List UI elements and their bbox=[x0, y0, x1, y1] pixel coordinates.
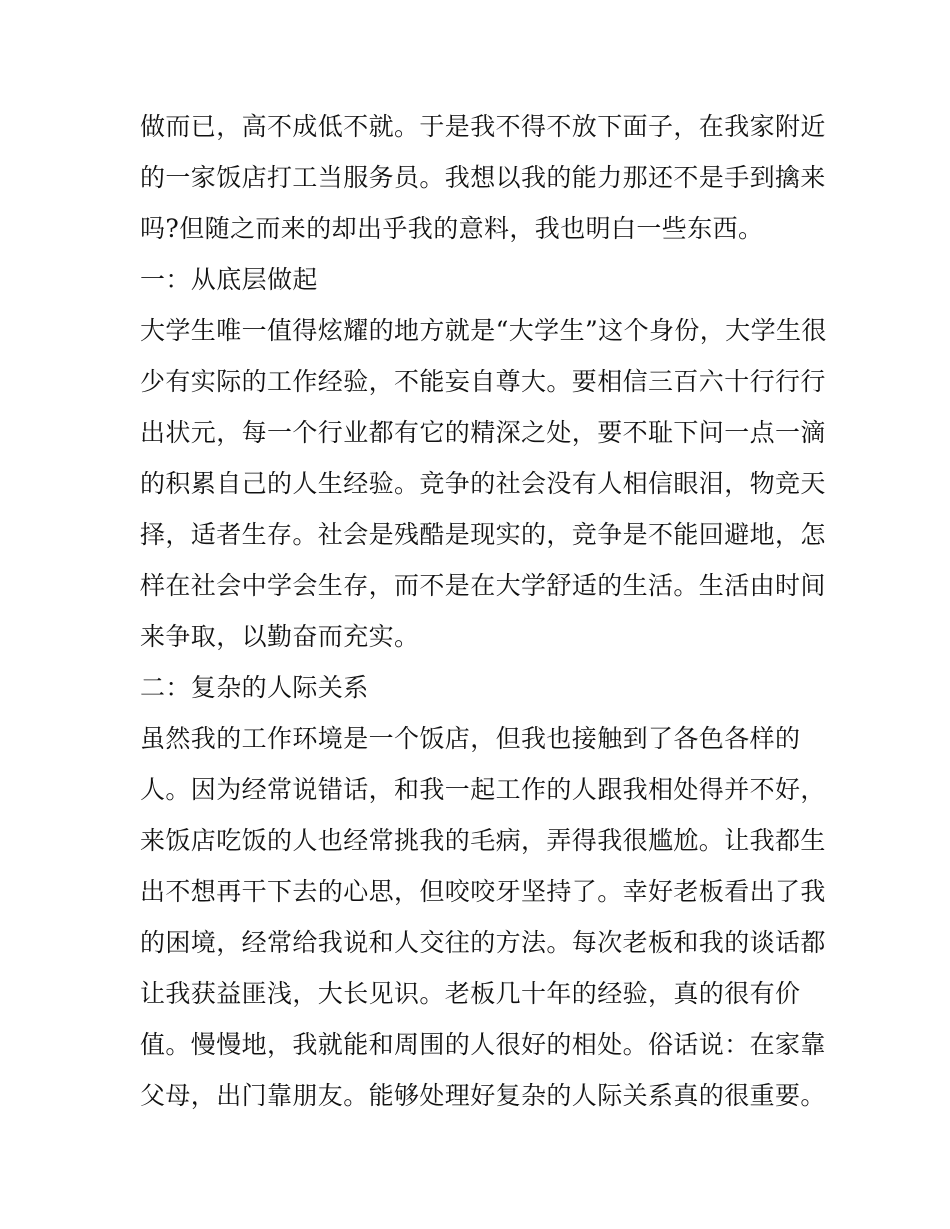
text-line: 吗?但随之而来的却出乎我的意料，我也明白一些东西。 bbox=[140, 214, 764, 243]
text-line: 来饭店吃饭的人也经常挑我的毛病，弄得我很尴尬。让我都生 bbox=[140, 826, 826, 855]
text-line: 来争取，以勤奋而充实。 bbox=[140, 622, 420, 651]
text-line: 样在社会中学会生存，而不是在大学舒适的生活。生活由时间 bbox=[140, 571, 826, 600]
text-line: 少有实际的工作经验，不能妄自尊大。要相信三百六十行行行 bbox=[140, 367, 826, 396]
text-line: 出状元，每一个行业都有它的精深之处，要不耻下问一点一滴 bbox=[140, 418, 826, 447]
text-line: 父母，出门靠朋友。能够处理好复杂的人际关系真的很重要。 bbox=[140, 1081, 826, 1110]
text-line: 值。慢慢地，我就能和周围的人很好的相处。俗话说：在家靠 bbox=[140, 1030, 826, 1059]
text-line: 的积累自己的人生经验。竞争的社会没有人相信眼泪，物竞天 bbox=[140, 469, 826, 498]
text-line: 做而已，高不成低不就。于是我不得不放下面子，在我家附近 bbox=[140, 112, 826, 141]
text-line: 虽然我的工作环境是一个饭店，但我也接触到了各色各样的 bbox=[140, 724, 801, 753]
text-line: 人。因为经常说错话，和我一起工作的人跟我相处得并不好， bbox=[140, 775, 826, 804]
text-line: 大学生唯一值得炫耀的地方就是“大学生”这个身份，大学生很 bbox=[140, 316, 827, 345]
text-line: 的困境，经常给我说和人交往的方法。每次老板和我的谈话都 bbox=[140, 928, 826, 957]
text-line: 择，适者生存。社会是残酷是现实的，竞争是不能回避地，怎 bbox=[140, 520, 826, 549]
text-line: 的一家饭店打工当服务员。我想以我的能力那还不是手到擒来 bbox=[140, 163, 826, 192]
section-heading: 一：从底层做起 bbox=[140, 265, 318, 294]
text-line: 让我获益匪浅，大长见识。老板几十年的经验，真的很有价 bbox=[140, 979, 801, 1008]
text-line: 出不想再干下去的心思，但咬咬牙坚持了。幸好老板看出了我 bbox=[140, 877, 826, 906]
section-heading: 二：复杂的人际关系 bbox=[140, 673, 369, 702]
